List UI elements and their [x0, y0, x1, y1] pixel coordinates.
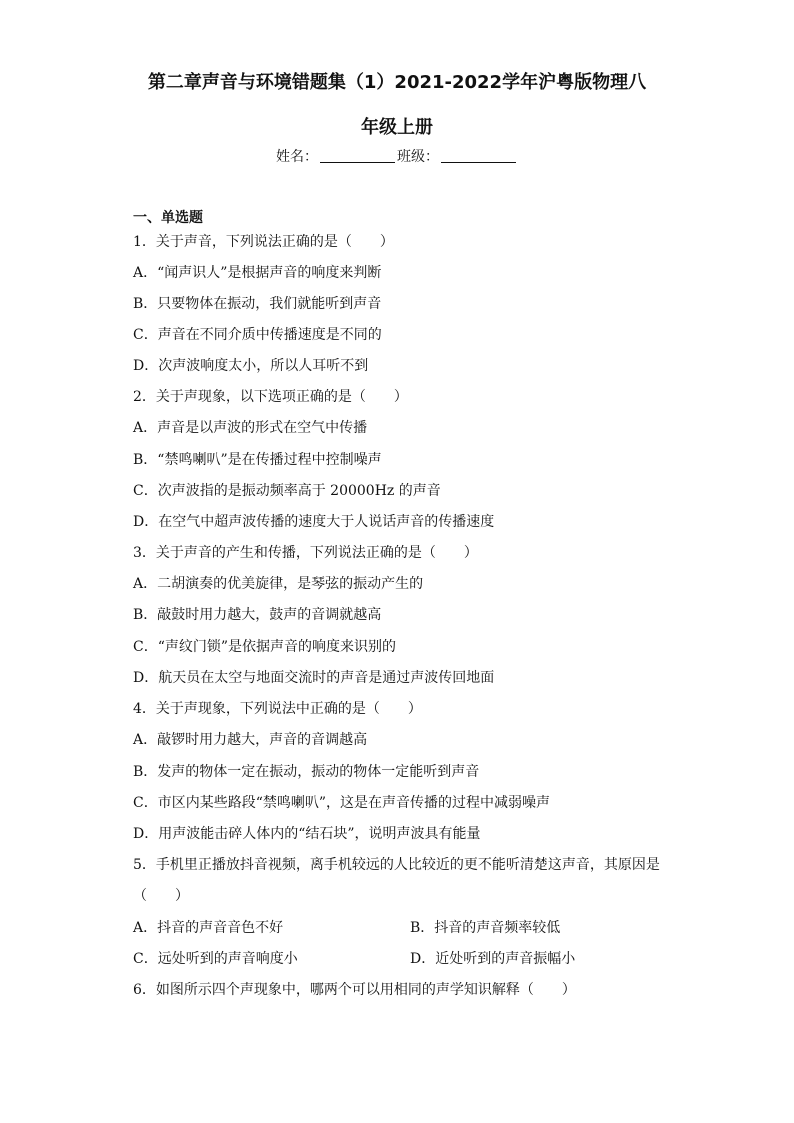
- question-stem-continuation: （ ）: [133, 888, 189, 904]
- name-label: 姓名：: [276, 149, 318, 165]
- option: D．航天员在太空与地面交流时的声音是通过声波传回地面: [133, 670, 495, 686]
- option: C．声音在不同介质中传播速度是不同的: [133, 327, 382, 343]
- option: D．在空气中超声波传播的速度大于人说话声音的传播速度: [133, 514, 495, 530]
- page-title-line-1: 第二章声音与环境错题集（1）2021-2022学年沪粤版物理八: [147, 72, 647, 93]
- question-stem: 6．如图所示四个声现象中，哪两个可以用相同的声学知识解释（ ）: [133, 982, 576, 998]
- question-stem: 4．关于声现象，下列说法中正确的是（ ）: [133, 701, 422, 717]
- option: A．“闻声识人”是根据声音的响度来判断: [133, 265, 382, 281]
- option: A．敲锣时用力越大，声音的音调越高: [133, 732, 368, 748]
- option: C．市区内某些路段“禁鸣喇叭”，这是在声音传播的过程中减弱噪声: [133, 795, 551, 811]
- class-blank: [441, 148, 516, 163]
- question-stem: 5．手机里正播放抖音视频，离手机较远的人比较近的更不能听清楚这声音，其原因是: [133, 857, 660, 873]
- option: A．声音是以声波的形式在空气中传播: [133, 420, 368, 436]
- option: A．抖音的声音音色不好: [133, 920, 284, 936]
- question-stem: 1．关于声音，下列说法正确的是（ ）: [133, 234, 394, 250]
- question-stem: 2．关于声现象，以下选项正确的是（ ）: [133, 389, 408, 405]
- option: C．“声纹门锁”是依据声音的响度来识别的: [133, 639, 397, 655]
- page-title-line-2: 年级上册: [361, 117, 433, 138]
- option: D．近处听到的声音振幅小: [410, 951, 576, 967]
- name-blank: [320, 148, 395, 163]
- option: B．只要物体在振动，我们就能听到声音: [133, 296, 382, 312]
- option: A．二胡演奏的优美旋律，是琴弦的振动产生的: [133, 576, 424, 592]
- option: B．抖音的声音频率较低: [410, 920, 561, 936]
- section-heading: 一、单选题: [133, 210, 203, 226]
- class-label: 班级：: [397, 149, 439, 165]
- option: B．敲鼓时用力越大，鼓声的音调就越高: [133, 607, 382, 623]
- option: C．远处听到的声音响度小: [133, 951, 298, 967]
- option: D．用声波能击碎人体内的“结石块”，说明声波具有能量: [133, 826, 481, 842]
- option: D．次声波响度太小，所以人耳听不到: [133, 358, 369, 374]
- option: B．“禁鸣喇叭”是在传播过程中控制噪声: [133, 452, 382, 468]
- question-stem: 3．关于声音的产生和传播，下列说法正确的是（ ）: [133, 545, 478, 561]
- student-info-line: [0, 146, 794, 166]
- option: B．发声的物体一定在振动，振动的物体一定能听到声音: [133, 764, 480, 780]
- option: C．次声波指的是振动频率高于 20000Hz 的声音: [133, 483, 441, 499]
